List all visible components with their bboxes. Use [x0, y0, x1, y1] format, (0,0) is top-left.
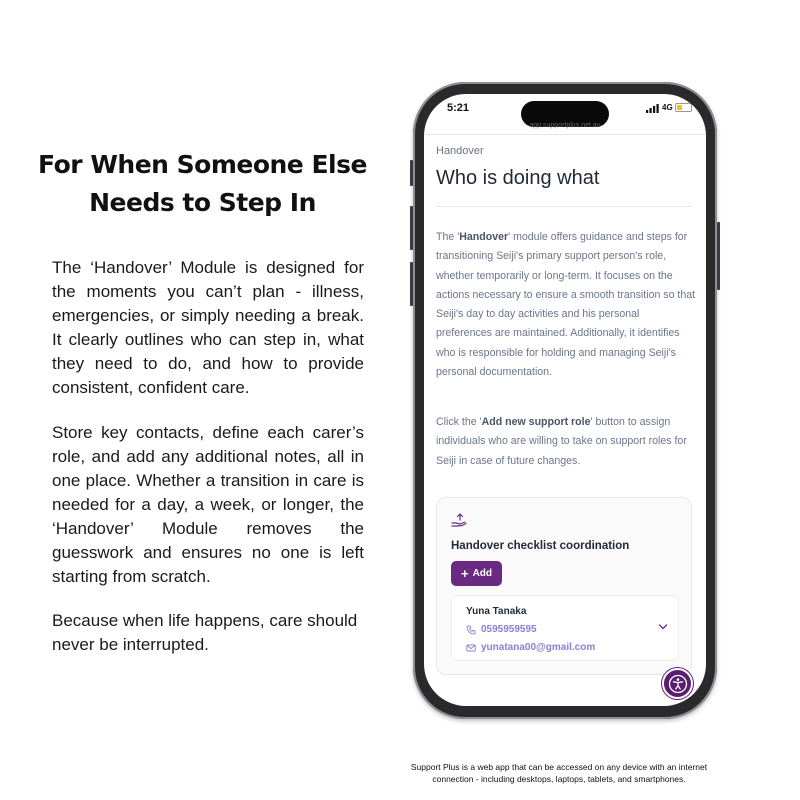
body-paragraph-1: The ‘Handover’ Module is designed for the moments you can’t plan - illness, emergencies, or simply needing a break. It clearly outlines who can step in, what they need to do, and how to provide consistent, confident care.: [52, 258, 364, 397]
mail-icon: [466, 643, 476, 653]
contact-item[interactable]: [451, 595, 679, 661]
phone-action-button: [410, 160, 413, 186]
footer-line1: Support Plus is a web app that can be accessed on any device with an internet: [410, 762, 708, 772]
phone-icon: [466, 625, 476, 635]
breadcrumb[interactable]: Handover: [436, 145, 484, 157]
browser-url[interactable]: app.supportplus.net.au: [529, 122, 601, 129]
desc1-bold: Handover: [459, 231, 509, 243]
headline-line1: For When Someone Else: [38, 150, 367, 179]
signal-icon: [646, 104, 659, 113]
phone-power-button: [717, 222, 720, 290]
body-paragraph-2: Store key contacts, define each carer’s role, and add any additional notes, all in one place. Whether a transition in care is needed for a day, a week, or longer, the ‘Handover’ Module removes the guesswork and ensures no one is left starting from scratch.: [52, 423, 364, 586]
card-title: Handover checklist coordination: [451, 540, 630, 552]
chevron-down-icon[interactable]: [658, 623, 668, 631]
phone-volume-up-button: [410, 206, 413, 250]
handover-card: [436, 497, 692, 675]
page-title: Who is doing what: [436, 167, 600, 189]
plus-icon: +: [460, 565, 469, 581]
contact-email: yunatana00@gmail.com: [481, 642, 596, 653]
footer-line2: connection - including desktops, laptops, tablets, and smartphones.: [432, 774, 686, 784]
contact-phone-row[interactable]: [466, 624, 537, 635]
desc1-post: ' module offers guidance and steps for transitioning Seiji's primary support person's role, whether temporarily or long-term. It focuses on the actions necessary to ensure a smooth transition so that Seiji's day to day activities and his personal preferences are maintained. Additionally, it identifies who is responsible for holding and managing Seiji's personal documentation.: [436, 231, 696, 379]
hand-with-arrow-icon: [451, 513, 467, 527]
add-button[interactable]: [451, 561, 502, 586]
headline: [30, 146, 375, 222]
contact-name: Yuna Tanaka: [466, 606, 527, 617]
description-paragraph-2: [436, 413, 698, 471]
phone-volume-down-button: [410, 262, 413, 306]
contact-email-row[interactable]: [466, 642, 595, 653]
battery-icon: [675, 103, 692, 112]
desc2-bold: Add new support role: [481, 416, 591, 428]
footer-note: [402, 761, 716, 785]
desc2-post: ' button to assign individuals who are willing to take on support roles for Seiji in case of future changes.: [436, 416, 687, 467]
title-divider: [436, 206, 692, 207]
phone-screen: [424, 94, 706, 706]
contact-phone: 0595959595: [481, 624, 537, 635]
body-paragraph-3: Because when life happens, care should never be interrupted.: [52, 611, 358, 654]
headline-line2: Needs to Step In: [89, 188, 316, 217]
accessibility-button[interactable]: [662, 668, 693, 699]
network-label: 4G: [662, 103, 673, 112]
description-paragraph-1: [436, 228, 698, 382]
status-time: 5:21: [447, 102, 470, 114]
desc2-pre: Click the ': [436, 416, 482, 428]
accessibility-icon: [668, 674, 688, 694]
add-button-label: Add: [472, 568, 493, 579]
url-divider: [424, 134, 706, 135]
desc1-pre: The ': [436, 231, 460, 243]
